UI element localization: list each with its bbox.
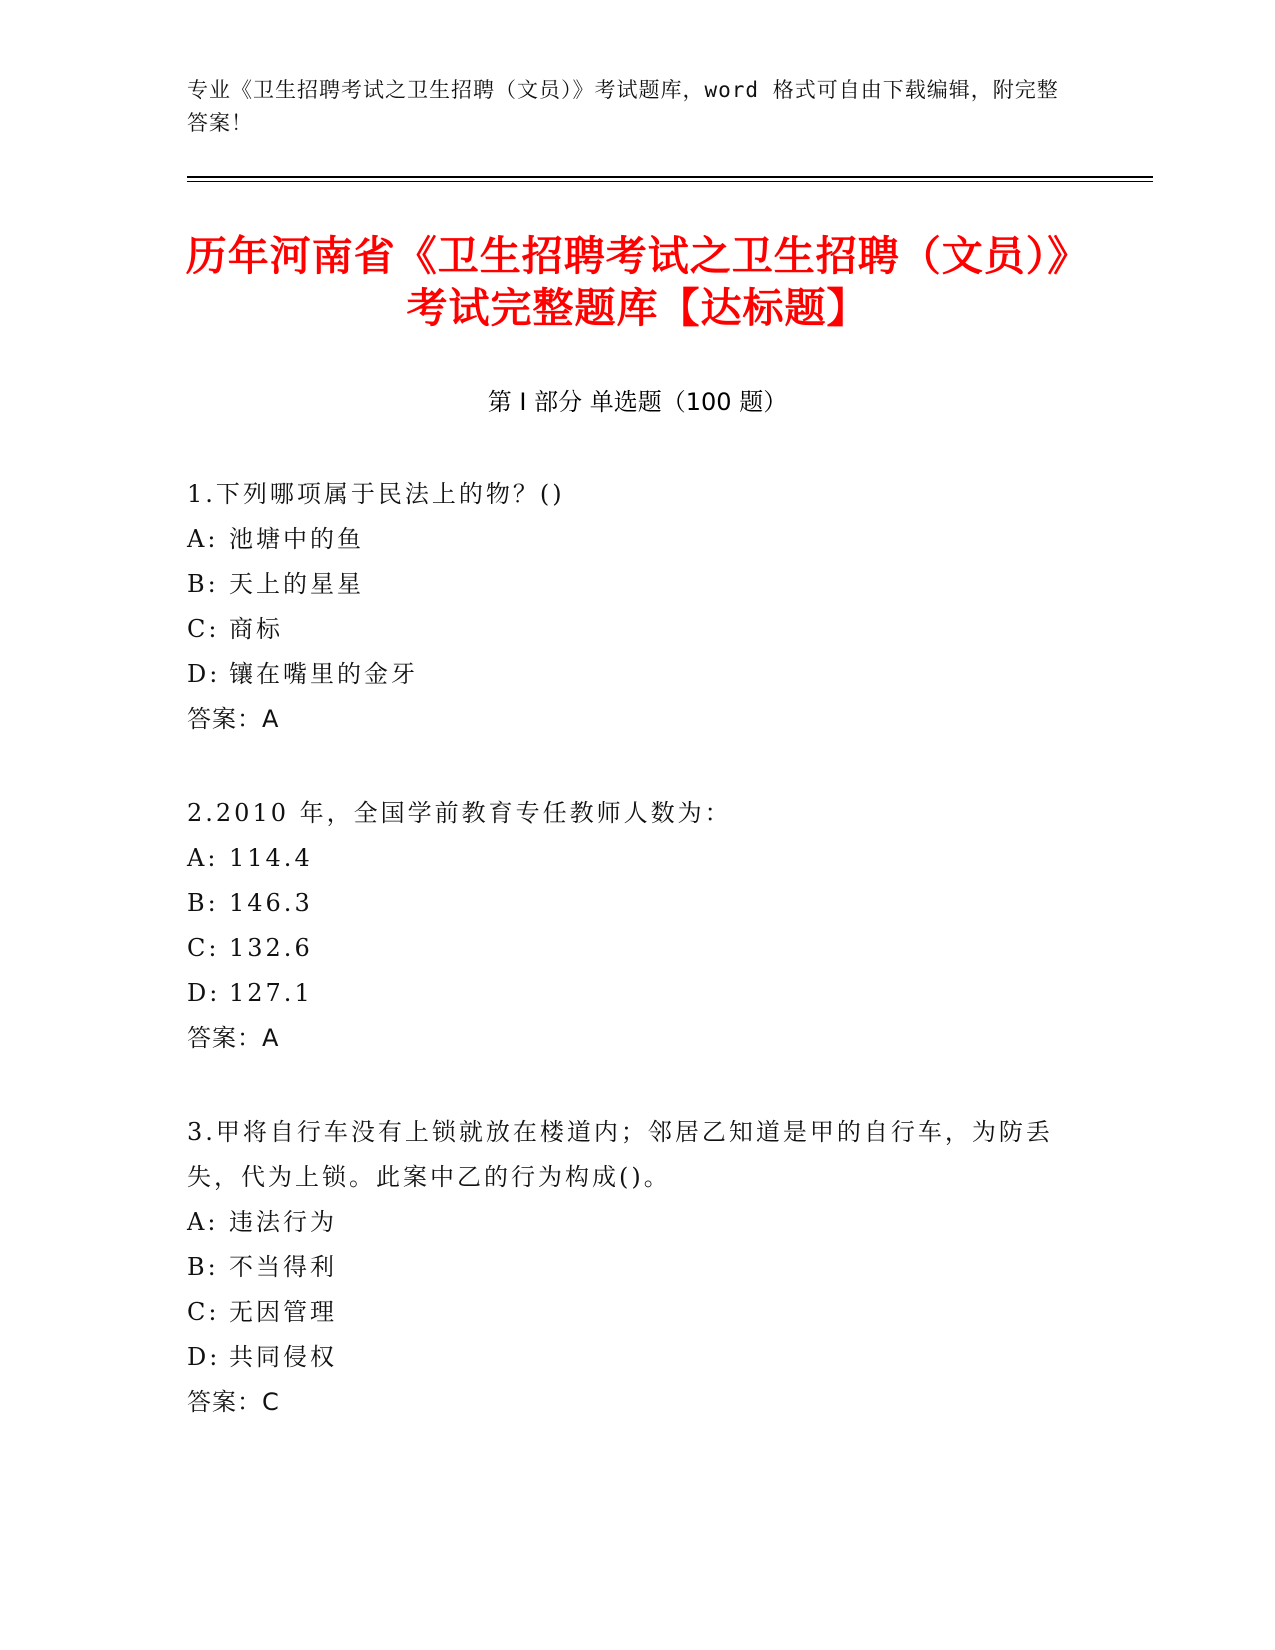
answer-value: C (262, 1388, 280, 1416)
option-text: 132.6 (229, 934, 313, 962)
option-b (187, 881, 1067, 926)
option-d (187, 652, 1067, 697)
option-b (187, 562, 1067, 607)
option-key: B: (187, 1253, 219, 1281)
option-text: 114.4 (229, 844, 313, 872)
question-3 (187, 1110, 1067, 1425)
option-key: D: (187, 1343, 221, 1371)
option-b (187, 1245, 1067, 1290)
option-text: 天上的星星 (229, 570, 364, 598)
question-stem: 1.下列哪项属于民法上的物？() (187, 480, 565, 508)
answer-value: A (262, 705, 280, 733)
option-text: 127.1 (229, 979, 313, 1007)
option-key: A: (187, 525, 219, 553)
option-c (187, 607, 1067, 652)
option-a (187, 517, 1067, 562)
answer-label: 答案： (187, 1024, 262, 1052)
option-key: C: (187, 615, 220, 643)
answer-label: 答案： (187, 705, 262, 733)
option-key: B: (187, 889, 219, 917)
option-text: 无因管理 (229, 1298, 337, 1326)
header-note: 专业《卫生招聘考试之卫生招聘（文员）》考试题库，word 格式可自由下载编辑，附完整答案！ (187, 78, 1059, 135)
header-rule-thin (187, 181, 1153, 182)
option-text: 镶在嘴里的金牙 (229, 660, 418, 688)
question-stem: 3.甲将自行车没有上锁就放在楼道内；邻居乙知道是甲的自行车，为防丢失，代为上锁。此案中乙的行为构成()。 (187, 1118, 1053, 1191)
question-1 (187, 472, 1067, 742)
option-text: 共同侵权 (229, 1343, 337, 1371)
option-key: C: (187, 1298, 220, 1326)
option-key: D: (187, 660, 221, 688)
answer-label: 答案： (187, 1388, 262, 1416)
question-2 (187, 791, 1067, 1061)
option-d (187, 1335, 1067, 1380)
answer-line (187, 1016, 1067, 1061)
option-text: 146.3 (229, 889, 313, 917)
option-d (187, 971, 1067, 1016)
section-title: 第 I 部分 单选题（100 题） (487, 388, 788, 416)
option-key: B: (187, 570, 219, 598)
option-text: 不当得利 (229, 1253, 337, 1281)
option-c (187, 926, 1067, 971)
answer-value: A (262, 1024, 280, 1052)
option-key: D: (187, 979, 221, 1007)
option-text: 违法行为 (229, 1208, 337, 1236)
option-key: A: (187, 844, 219, 872)
option-key: A: (187, 1208, 219, 1236)
question-stem: 2.2010 年，全国学前教育专任教师人数为： (187, 799, 732, 827)
document-title: 历年河南省《卫生招聘考试之卫生招聘（文员）》考试完整题库【达标题】 (185, 232, 1090, 332)
answer-line (187, 1380, 1067, 1425)
option-c (187, 1290, 1067, 1335)
option-text: 池塘中的鱼 (229, 525, 364, 553)
option-key: C: (187, 934, 220, 962)
option-a (187, 1200, 1067, 1245)
option-text: 商标 (229, 615, 283, 643)
option-a (187, 836, 1067, 881)
header-rule-thick (187, 176, 1153, 178)
answer-line (187, 697, 1067, 742)
